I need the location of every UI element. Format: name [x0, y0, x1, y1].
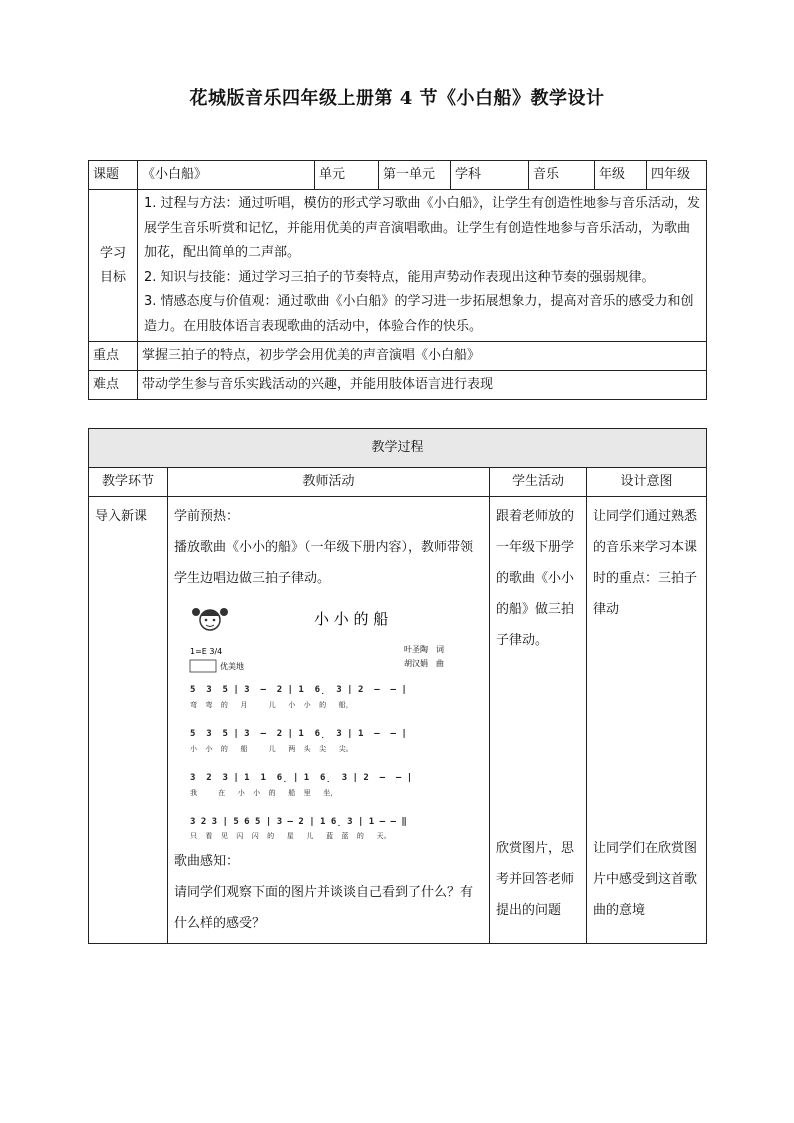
perception-title: 歌曲感知：: [174, 854, 240, 869]
goal-item: 1. 过程与方法：通过听唱，模仿的形式学习歌曲《小白船》，让学生有创造性地参与音乐活动，发展学生音乐听赏和记忆，并能用优美的声音演唱歌曲。让学生有创造性地参与音乐活动，为歌曲加花，配出简单的二声部。: [144, 196, 701, 260]
score-lyricist: 叶圣陶 词: [404, 645, 444, 654]
header-intent: 设计意图: [587, 468, 707, 497]
score-tempo: 优美地: [220, 662, 244, 671]
header-student: 学生活动: [490, 468, 587, 497]
difficulty-label: 难点: [89, 371, 138, 400]
design-intent-1: 让同学们通过熟悉的音乐来学习本课时的重点：三拍子律动: [593, 509, 698, 617]
score-lyrics-line: 小 小 的 船 儿 两 头 尖 尖。: [190, 745, 353, 753]
key-value: 掌握三拍子的特点，初步学会用优美的声音演唱《小白船》: [138, 342, 707, 371]
topic-label: 课题: [89, 161, 138, 190]
goal-item: 3. 情感态度与价值观：通过歌曲《小白船》的学习进一步拓展想象力，提高对音乐的感受力和创造力。在用肢体语言表现歌曲的活动中，体验合作的快乐。: [144, 294, 694, 334]
score-notes-line: 5 3 5 | 3 – 2 | 1 6̣ 3 | 2 – – |: [190, 685, 407, 695]
score-key: 1=E 3/4: [190, 647, 223, 656]
score-title: 小 小 的 船: [314, 610, 389, 628]
score-lyrics-line: 我 在 小 小 的 船 里 坐，: [190, 789, 338, 797]
goals-label: [89, 190, 138, 342]
goals-content: [138, 190, 707, 342]
student-activity: [490, 497, 587, 944]
subject-label: 学科: [451, 161, 529, 190]
design-intent-2: 让同学们在欣赏图片中感受到这首歌曲的意境: [593, 841, 698, 918]
stage-cell: 导入新课: [89, 497, 168, 944]
tempo-box: [190, 660, 216, 672]
difficulty-value: 带动学生参与音乐实践活动的兴趣，并能用肢体语言进行表现: [138, 371, 707, 400]
score-notes-line: 5 3 5 | 3 – 2 | 1 6̣ 3 | 1 – – |: [190, 729, 407, 739]
header-teacher: 教师活动: [168, 468, 490, 497]
score-notes-line: 3 2 3 | 5 6 5 | 3 – 2 | 1 6̣ 3 | 1 – – ‖: [190, 817, 407, 827]
page-title: 花城版音乐四年级上册第 4 节《小白船》教学设计: [189, 88, 605, 109]
goals-label-text: 学习目标: [99, 245, 126, 285]
student-activity-2: 欣赏图片，思考并回答老师提出的问题: [496, 841, 575, 918]
goal-item: 2. 知识与技能：通过学习三拍子的节奏特点，能用声势动作表现出这种节奏的强弱规律。: [144, 269, 655, 285]
score-lyrics-line: 弯 弯 的 月 儿 小 小 的 船，: [190, 701, 353, 709]
score-lyrics-line: 只 看 见 闪 闪 的 星 儿 蓝 蓝 的 天。: [190, 832, 391, 840]
unit-label: 单元: [315, 161, 379, 190]
process-table: [88, 428, 707, 944]
info-table: [88, 160, 707, 400]
child-face-icon: [192, 608, 228, 630]
warmup-text: 播放歌曲《小小的船》（一年级下册内容），教师带领学生边唱边做三拍子律动。: [174, 540, 474, 586]
grade-label: 年级: [595, 161, 647, 190]
subject-value: 音乐: [529, 161, 595, 190]
grade-value: 四年级: [647, 161, 707, 190]
student-activity-1: 跟着老师放的一年级下册学的歌曲《小小的船》做三拍子律动。: [496, 509, 575, 648]
header-stage: 教学环节: [89, 468, 168, 497]
unit-value: 第一单元: [379, 161, 451, 190]
design-intent: [587, 497, 707, 944]
score-notes-line: 3 2 3 | 1 1 6̣ | 1 6̣ 3 | 2 – – |: [190, 773, 413, 783]
key-label: 重点: [89, 342, 138, 371]
topic-value: 《小白船》: [138, 161, 315, 190]
score-composer: 胡汉娟 曲: [404, 659, 444, 668]
score-image: [174, 600, 474, 840]
teacher-activity: [168, 497, 490, 944]
perception-text: 请同学们观察下面的图片并谈谈自己看到了什么？有什么样的感受？: [174, 885, 474, 931]
warmup-title: 学前预热：: [174, 509, 240, 524]
process-title: 教学过程: [89, 429, 707, 468]
